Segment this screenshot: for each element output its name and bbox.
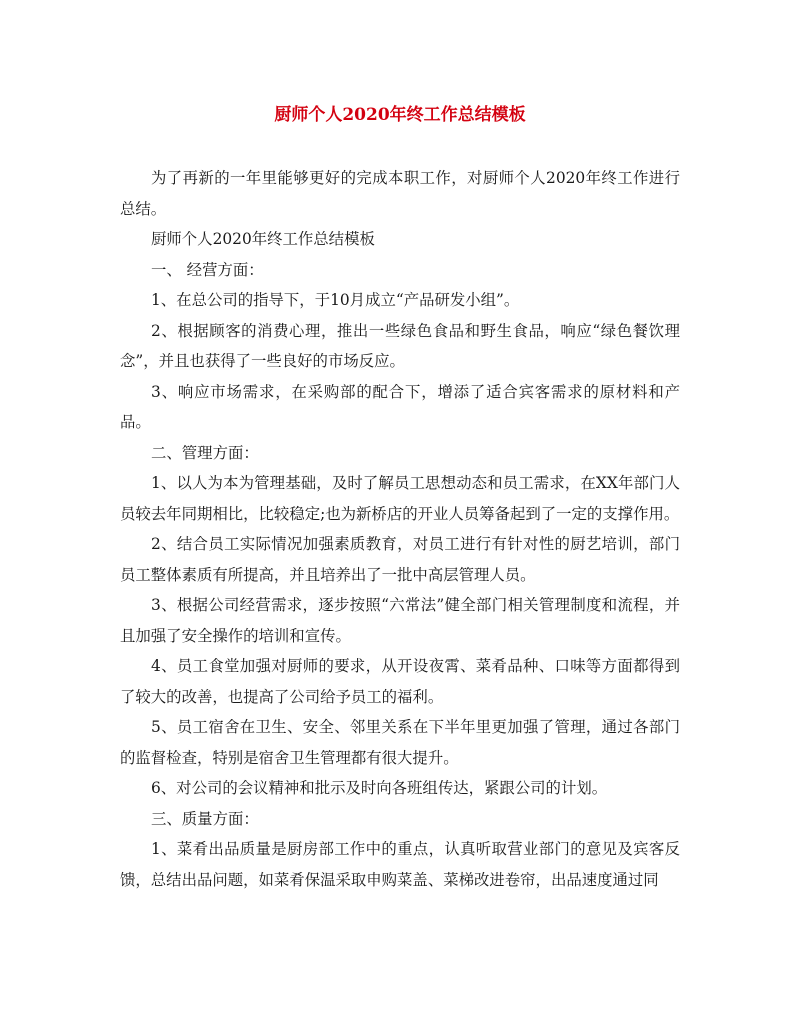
paragraph-operations-3: 3、响应市场需求，在采购部的配合下，增添了适合宾客需求的原材料和产品。 (120, 382, 680, 431)
section-heading-management: 二、管理方面： (151, 443, 259, 462)
section-heading-operations: 一、 经营方面： (151, 260, 264, 279)
document-body (120, 163, 680, 895)
paragraph-management-1: 1、以人为本为管理基础，及时了解员工思想动态和员工需求，在XX年部门人员较去年同期相比，比较稳定;也为新桥店的开业人员筹备起到了一定的支撑作用。 (120, 474, 680, 523)
paragraph-management-2: 2、结合员工实际情况加强素质教育，对员工进行有针对性的厨艺培训，部门员工整体素质有所提高，并且培养出了一批中高层管理人员。 (120, 535, 680, 584)
paragraph-operations-2: 2、根据顾客的消费心理，推出一些绿色食品和野生食品，响应“绿色餐饮理念”，并且也获得了一些良好的市场反应。 (120, 321, 680, 370)
paragraph-management-4: 4、员工食堂加强对厨师的要求，从开设夜霄、菜肴品种、口味等方面都得到了较大的改善，也提高了公司给予员工的福利。 (120, 657, 680, 706)
section-heading-quality: 三、质量方面： (151, 809, 259, 828)
paragraph-quality-1: 1、菜肴出品质量是厨房部工作中的重点，认真听取营业部门的意见及宾客反馈，总结出品问题，如菜肴保温采取申购菜盖、菜梯改进卷帘，出品速度通过同 (120, 840, 680, 889)
paragraph-management-5: 5、员工宿舍在卫生、安全、邻里关系在下半年里更加强了管理，通过各部门的监督检查，特别是宿舍卫生管理都有很大提升。 (120, 718, 680, 767)
paragraph-management-3: 3、根据公司经营需求，逐步按照“六常法”健全部门相关管理制度和流程，并且加强了安全操作的培训和宣传。 (120, 596, 680, 645)
paragraph-intro: 为了再新的一年里能够更好的完成本职工作，对厨师个人2020年终工作进行总结。 (120, 169, 680, 218)
paragraph-operations-1: 1、在总公司的指导下，于10月成立“产品研发小组”。 (151, 291, 520, 309)
paragraph-management-6: 6、对公司的会议精神和批示及时向各班组传达，紧跟公司的计划。 (151, 779, 608, 797)
document-title: 厨师个人2020年终工作总结模板 (274, 105, 526, 125)
paragraph-subtitle: 厨师个人2020年终工作总结模板 (151, 230, 375, 248)
